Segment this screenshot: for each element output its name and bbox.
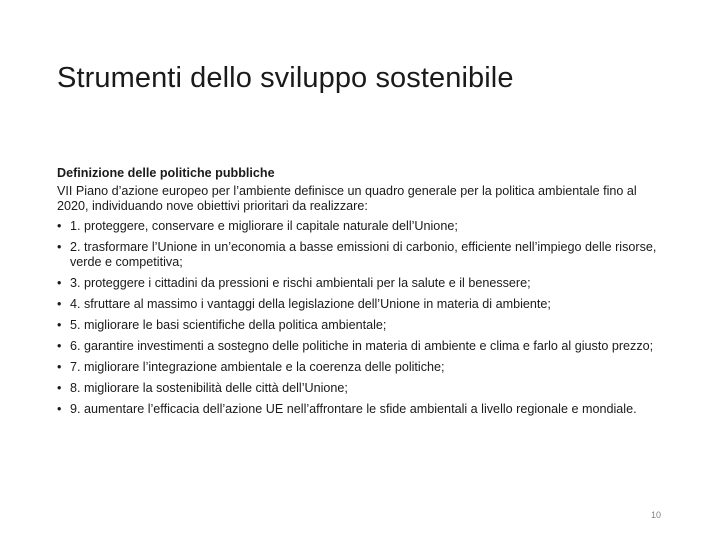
list-item (57, 360, 667, 376)
intro-paragraph: VII Piano d’azione europeo per l’ambiente definisce un quadro generale per la politica ambientale fino al 2020, individuando nove obiettivi prioritari da realizzare: (57, 183, 637, 214)
list-item-text: 9. aumentare l’efficacia dell’azione UE nell’affrontare le sfide ambientali a livello regionale e mondiale. (70, 401, 637, 416)
list-item-text: 3. proteggere i cittadini da pressioni e rischi ambientali per la salute e il benessere; (70, 276, 531, 291)
list-item-text: 6. garantire investimenti a sostegno delle politiche in materia di ambiente e clima e farlo al giusto prezzo; (70, 338, 654, 353)
list-item-text: 7. migliorare l’integrazione ambientale e la coerenza delle politiche; (70, 359, 445, 374)
objectives-list (57, 219, 667, 417)
bullet-icon: • (57, 218, 62, 233)
section-heading: Definizione delle politiche pubbliche (57, 166, 275, 180)
bullet-icon: • (57, 297, 62, 312)
list-item (57, 381, 667, 397)
list-item-text: 8. migliorare la sostenibilità delle città dell’Unione; (70, 380, 348, 395)
list-item (57, 297, 667, 313)
bullet-icon: • (57, 338, 62, 353)
list-item-text: 2. trasformare l’Unione in un’economia a basse emissioni di carbonio, efficiente nell’impiego delle risorse, verde e competitiva; (70, 239, 657, 270)
page-number: 10 (651, 510, 662, 520)
bullet-icon: • (57, 239, 62, 254)
list-item-text: 1. proteggere, conservare e migliorare il capitale naturale dell’Unione; (70, 218, 458, 233)
list-item (57, 318, 667, 334)
bullet-icon: • (57, 276, 62, 291)
list-item-text: 5. migliorare le basi scientifiche della politica ambientale; (70, 317, 387, 332)
bullet-icon: • (57, 380, 62, 395)
list-item (57, 276, 667, 292)
list-item-text: 4. sfruttare al massimo i vantaggi della legislazione dell’Unione in materia di ambiente; (70, 297, 551, 312)
bullet-icon: • (57, 317, 62, 332)
slide-body (57, 166, 667, 422)
list-item (57, 402, 667, 418)
bullet-icon: • (57, 401, 62, 416)
list-item (57, 240, 667, 271)
list-item (57, 339, 667, 355)
slide-title: Strumenti dello sviluppo sostenibile (57, 62, 514, 94)
bullet-icon: • (57, 359, 62, 374)
list-item (57, 219, 667, 235)
